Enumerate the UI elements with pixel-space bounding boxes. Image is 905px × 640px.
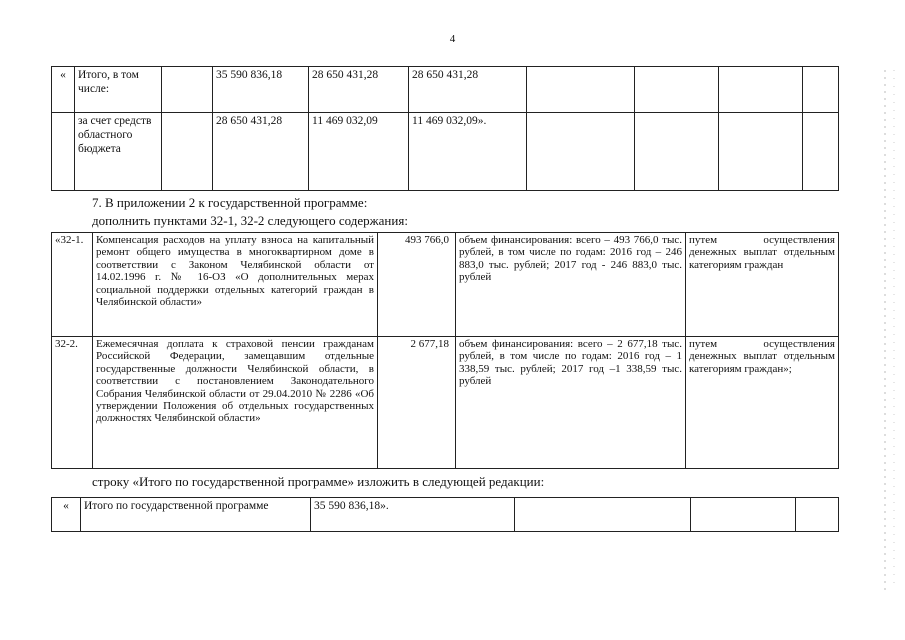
row-label: Итого, в том числе: <box>75 67 162 113</box>
empty-cell <box>719 67 803 113</box>
empty-cell <box>162 67 213 113</box>
value-cell: 28 650 431,28 <box>409 67 527 113</box>
paragraph-appendix: 7. В приложении 2 к государственной программе: <box>92 195 368 210</box>
quote-marker: « <box>52 67 75 113</box>
item-number: 32-2. <box>52 337 93 469</box>
table-row <box>52 67 839 113</box>
table-row <box>52 233 839 337</box>
items-table <box>51 232 839 469</box>
empty-cell <box>796 498 839 532</box>
value-cell: 11 469 032,09». <box>409 113 527 191</box>
table-row <box>52 498 839 532</box>
page-number: 4 <box>449 33 456 45</box>
empty-cell <box>635 113 719 191</box>
empty-cell <box>515 498 691 532</box>
empty-cell <box>719 113 803 191</box>
table-row <box>52 337 839 469</box>
value-cell: 28 650 431,28 <box>309 67 409 113</box>
item-number: «32-1. <box>52 233 93 337</box>
empty-cell <box>52 113 75 191</box>
paragraph-total-line: строку «Итого по государственной программе» изложить в следующей редакции: <box>92 474 545 489</box>
value-cell: 35 590 836,18». <box>311 498 515 532</box>
row-label: за счет средств областного бюджета <box>75 113 162 191</box>
quote-marker: « <box>52 498 81 532</box>
empty-cell <box>162 113 213 191</box>
item-amount: 2 677,18 <box>378 337 456 469</box>
table-row <box>52 113 839 191</box>
value-cell: 28 650 431,28 <box>213 113 309 191</box>
paragraph-add-items: дополнить пунктами 32-1, 32-2 следующего содержания: <box>92 213 408 228</box>
program-total-table <box>51 497 839 532</box>
empty-cell <box>803 113 839 191</box>
empty-cell <box>527 67 635 113</box>
item-funding: объем финансирования: всего – 493 766,0 тыс. рублей, в том числе по годам: 2016 год – 246 883,0 тыс. рублей; 2017 год - 246 883,0 тыс. рублей <box>456 233 686 337</box>
empty-cell <box>691 498 796 532</box>
item-name: Компенсация расходов на уплату взноса на капитальный ремонт общего имущества в многоквартирном доме в соответствии с Законом Челябинской области от 14.02.1996 г. № 16-ОЗ «О дополнительных мерах социальной поддержки отдельных категорий граждан в Челябинской области» <box>93 233 378 337</box>
item-funding: объем финансирования: всего – 2 677,18 тыс. рублей, в том числе по годам: 2016 год – 1 338,59 тыс. рублей; 2017 год –1 338,59 тыс. рублей <box>456 337 686 469</box>
empty-cell <box>635 67 719 113</box>
empty-cell <box>527 113 635 191</box>
item-method: путем осуществления денежных выплат отдельным категориям граждан <box>686 233 839 337</box>
empty-cell <box>803 67 839 113</box>
item-method: путем осуществления денежных выплат отдельным категориям граждан»; <box>686 337 839 469</box>
value-cell: 35 590 836,18 <box>213 67 309 113</box>
scan-edge-artifact <box>893 70 895 590</box>
value-cell: 11 469 032,09 <box>309 113 409 191</box>
item-name: Ежемесячная доплата к страховой пенсии гражданам Российской Федерации, замещавшим отдельные государственные должности Челябинской области, в соответствии с постановлением Законодательного Собрания Челябинской области от 29.04.2010 № 2286 «Об утверждении Положения об отдельных государственных должностях Челябинской области» <box>93 337 378 469</box>
row-label: Итого по государственной программе <box>81 498 311 532</box>
item-amount: 493 766,0 <box>378 233 456 337</box>
totals-table <box>51 66 839 191</box>
scan-edge-artifact <box>884 70 886 590</box>
